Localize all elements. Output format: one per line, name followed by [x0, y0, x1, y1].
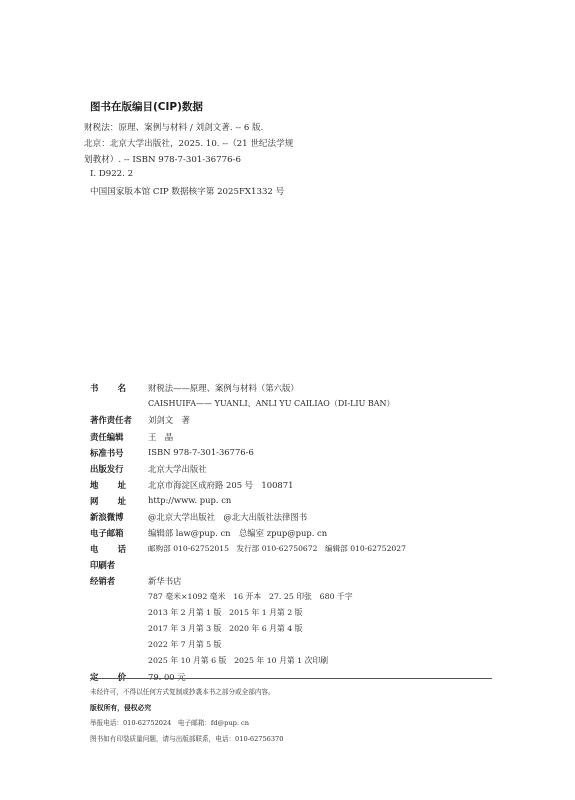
- website: http://www. pup. cn: [148, 495, 232, 505]
- weibo: @北京大学出版社 @北大出版社法律图书: [148, 512, 308, 522]
- book-name-pinyin: CAISHUIFA—— YUANLI、ANLI YU CAILIAO（DI-LIU BAN）: [148, 399, 395, 408]
- address-label: 地 址: [90, 480, 126, 490]
- email: 编辑部 law@pup. cn 总编室 zpup@pup. cn: [148, 528, 328, 538]
- price: 79. 00 元: [148, 672, 186, 682]
- rights-reserved: 版权所有，侵权必究: [90, 704, 152, 712]
- book-name: 财税法——原理、案例与材料（第六版）: [148, 383, 299, 393]
- isbn-label: 标准书号: [90, 448, 124, 458]
- footer-divider: [90, 678, 492, 679]
- weibo-label: 新浪微博: [90, 512, 124, 522]
- price-label: 定 价: [90, 672, 126, 682]
- publisher-label: 出版发行: [90, 464, 124, 474]
- author-label: 著作责任者: [90, 415, 132, 425]
- distributor: 新华书店: [148, 576, 182, 586]
- edition-history-3: 2022 年 7 月第 5 版: [148, 640, 222, 649]
- cip-title: 图书在版编目(CIP)数据: [90, 101, 203, 113]
- cip-line-1: 财税法：原理、案例与材料 / 刘剑文著. -- 6 版.: [84, 123, 264, 133]
- phone-label: 电 话: [90, 544, 126, 554]
- cip-line-5: 中国国家版本馆 CIP 数据核字第 2025FX1332 号: [90, 187, 285, 197]
- edition-history-4: 2025 年 10 月第 6 版 2025 年 10 月第 1 次印刷: [148, 656, 328, 665]
- cip-line-3: 划教材）. -- ISBN 978-7-301-36776-6: [84, 155, 241, 165]
- report-contact: 举报电话：010-62752024 电子邮箱：fd@pup. cn: [90, 719, 249, 727]
- printer-label: 印刷者: [90, 560, 116, 570]
- author: 刘剑文 著: [148, 415, 190, 425]
- copy-notice: 未经许可，不得以任何方式复制或抄袭本书之部分或全部内容。: [90, 688, 275, 696]
- email-label: 电子邮箱: [90, 528, 124, 538]
- isbn: ISBN 978-7-301-36776-6: [148, 447, 254, 457]
- website-label: 网 址: [90, 496, 126, 506]
- specs-format: 787 毫米×1092 毫米 16 开本 27. 25 印张 680 千字: [148, 592, 353, 601]
- book-name-label: 书 名: [90, 383, 126, 393]
- edition-history-2: 2017 年 3 月第 3 版 2020 年 6 月第 4 版: [148, 624, 303, 633]
- editor-label: 责任编辑: [90, 432, 124, 442]
- edition-history-1: 2013 年 2 月第 1 版 2015 年 1 月第 2 版: [148, 608, 303, 617]
- address: 北京市海淀区成府路 205 号 100871: [148, 480, 294, 490]
- cip-line-2: 北京：北京大学出版社，2025. 10. --（21 世纪法学规: [84, 139, 294, 149]
- quality-contact: 图书如有印装质量问题，请与出版部联系，电话：010-62756370: [90, 735, 284, 743]
- distributor-label: 经销者: [90, 576, 116, 586]
- cip-line-4: Ⅰ. D922. 2: [90, 169, 134, 179]
- editor: 王 晶: [148, 432, 174, 442]
- phone: 邮购部 010-62752015 发行部 010-62750672 编辑部 010-62752027: [148, 544, 406, 553]
- publisher: 北京大学出版社: [148, 464, 207, 474]
